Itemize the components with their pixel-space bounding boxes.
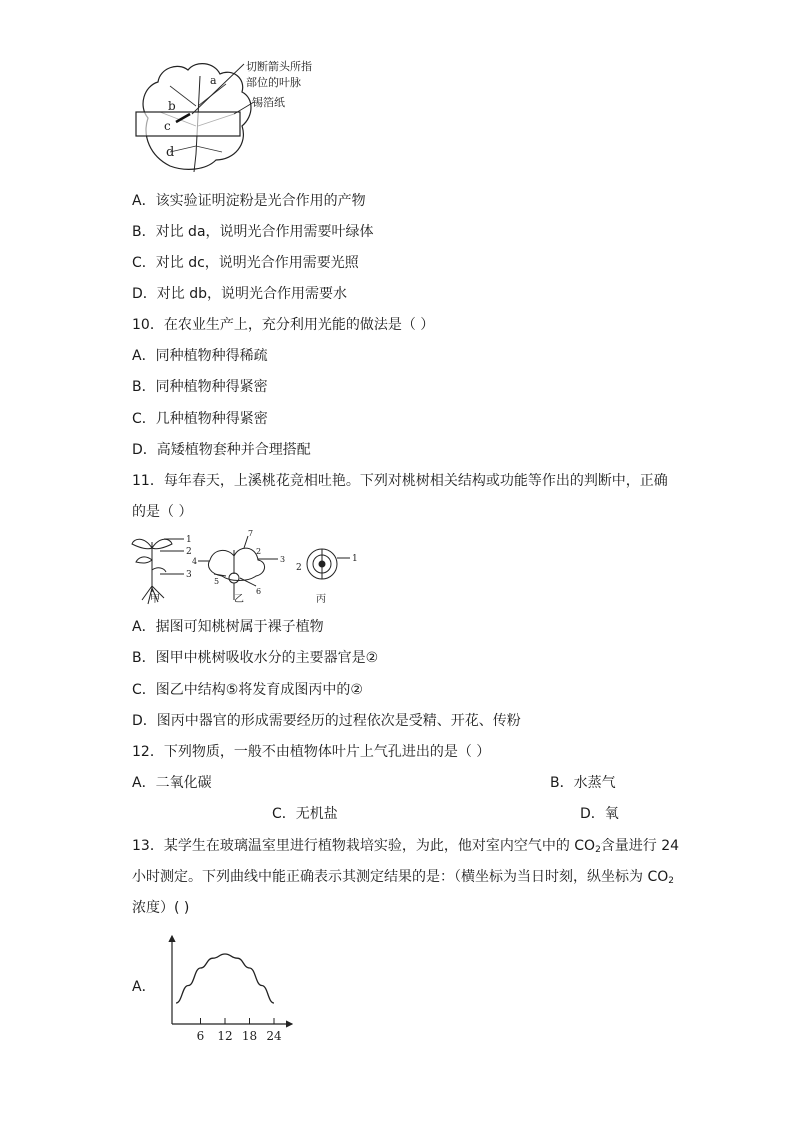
leaf-figure: [130, 56, 330, 176]
q10-option-c: C．几种植物种得紧密: [132, 411, 268, 427]
co2-subscript: 2: [595, 845, 601, 855]
q13-stem-line1-end: 含量进行 24: [600, 838, 680, 854]
svg-text:7: 7: [248, 530, 254, 538]
svg-text:5: 5: [214, 577, 220, 586]
q11-option-a: A．据图可知桃树属于裸子植物: [132, 619, 324, 635]
svg-text:2: 2: [256, 547, 262, 556]
q11-option-b: B．图甲中桃树吸收水分的主要器官是②: [132, 650, 379, 666]
co2-subscript-2: 2: [668, 876, 674, 886]
chart-series-line: [176, 954, 274, 1003]
co2-chart-svg: [160, 930, 300, 1046]
leaf-label-d: d: [166, 145, 175, 160]
plant-bing-diagram: [307, 549, 350, 579]
q11-stem-line2: 的是（ ）: [132, 504, 193, 520]
svg-text:3: 3: [186, 570, 192, 580]
chart-x-tick-label-18: 18: [241, 1029, 258, 1043]
plant-figures: [130, 530, 370, 610]
q13-option-a-label: A．: [132, 979, 156, 995]
fig-label-jia: 甲: [150, 594, 160, 605]
plant-diagrams: [130, 530, 370, 610]
q10-option-b: B．同种植物种得紧密: [132, 379, 268, 395]
q13-stem-line3: 浓度）( ): [132, 900, 190, 916]
q12-option-c: C．无机盐: [272, 806, 338, 822]
leaf-label-foil: 锡箔纸: [252, 96, 285, 109]
q12-option-a: A．二氧化碳: [132, 775, 212, 791]
q10-option-a: A．同种植物种得稀疏: [132, 348, 268, 364]
q12-option-d: D．氧: [580, 806, 619, 822]
chart-x-tick-label-12: 12: [217, 1029, 233, 1043]
q13-stem-line2-text: 小时测定。下列曲线中能正确表示其测定结果的是：（横坐标为当日时刻，纵坐标为 CO: [132, 869, 669, 885]
svg-text:1: 1: [186, 535, 192, 545]
q10-option-d: D．高矮植物套种并合理搭配: [132, 442, 311, 458]
q9-option-a: A．该实验证明淀粉是光合作用的产物: [132, 193, 366, 209]
leaf-label-a: a: [210, 74, 217, 87]
q9-option-b: B．对比 da，说明光合作用需要叶绿体: [132, 224, 374, 240]
svg-text:1: 1: [352, 554, 358, 564]
leaf-diagram: [130, 56, 330, 176]
q11-option-d: D．图丙中器官的形成需要经历的过程依次是受精、开花、传粉: [132, 713, 521, 729]
plant-yi-diagram: [198, 536, 278, 600]
q10-stem: 10．在农业生产上，充分利用光能的做法是（ ）: [132, 317, 435, 333]
q13-stem-line2: [132, 867, 674, 891]
q9-option-c: C．对比 dc，说明光合作用需要光照: [132, 255, 359, 271]
chart-x-tick-label-24: 24: [266, 1029, 282, 1043]
leaf-label-b: b: [168, 99, 176, 113]
q12-option-b: B．水蒸气: [550, 775, 616, 791]
leaf-label-cut: 切断箭头所指: [246, 60, 312, 73]
q13-stem-line1: [132, 836, 679, 860]
q11-stem-line1: 11．每年春天，上溪桃花竞相吐艳。下列对桃树相关结构或功能等作出的判断中，正确: [132, 473, 668, 489]
svg-text:3: 3: [280, 555, 286, 564]
svg-text:4: 4: [192, 557, 198, 566]
chart-x-tick-label-6: 6: [196, 1029, 205, 1043]
q13-stem-line1-text: 13．某学生在玻璃温室里进行植物栽培实验，为此，他对室内空气中的 CO: [132, 838, 596, 854]
q12-stem: 12．下列物质，一般不由植物体叶片上气孔进出的是（ ）: [132, 744, 491, 760]
co2-chart: [160, 930, 300, 1046]
q9-option-d: D．对比 db，说明光合作用需要水: [132, 286, 348, 302]
leaf-label-c: c: [164, 119, 171, 133]
svg-text:2: 2: [186, 547, 192, 557]
fig-label-bing: 丙: [316, 594, 326, 605]
q11-option-c: C．图乙中结构⑤将发育成图丙中的②: [132, 682, 363, 698]
leaf-label-cut2: 部位的叶脉: [246, 76, 301, 89]
svg-text:2: 2: [296, 563, 302, 573]
fig-label-yi: 乙: [234, 594, 244, 605]
svg-text:6: 6: [256, 587, 262, 596]
